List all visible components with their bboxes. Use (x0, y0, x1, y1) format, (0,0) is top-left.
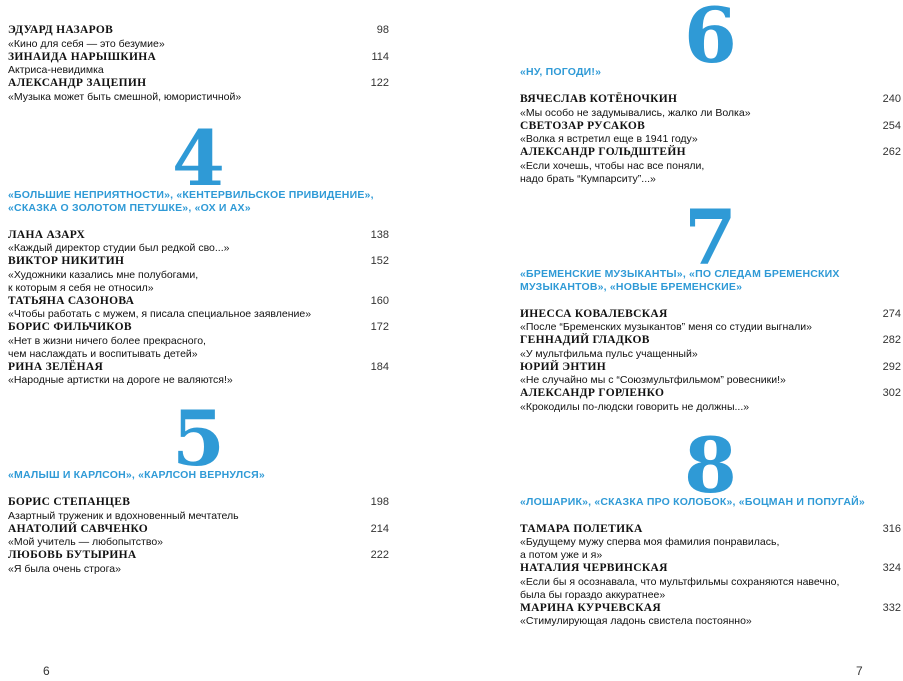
entry-quote-line: Азартный труженик и вдохновенный мечтатель (8, 509, 239, 522)
chapter-number: 6 (684, 0, 737, 80)
entry-page-number: 184 (370, 360, 389, 373)
entry-page-number: 222 (370, 549, 389, 561)
entry-quote-line: чем наслаждать и воспитывать детей» (8, 347, 198, 360)
author-name: БОРИС ФИЛЬЧИКОВ (8, 321, 132, 333)
author-name: БОРИС СТЕПАНЦЕВ (8, 496, 131, 508)
chapter-number: 7 (684, 192, 737, 282)
toc-entry[interactable] (8, 24, 389, 51)
author-name: ЗИНАИДА НАРЫШКИНА (8, 50, 157, 63)
toc-entry[interactable] (8, 295, 389, 322)
author-name: ВЯЧЕСЛАВ КОТЁНОЧКИН (520, 93, 678, 105)
chapter-number: 5 (172, 394, 225, 483)
author-name: ТАМАРА ПОЛЕТИКА (520, 522, 643, 535)
entry-quote (8, 335, 389, 361)
entry-heading-row (520, 334, 901, 348)
entry-quote-line: «Художники казались мне полубогами, (8, 268, 199, 281)
entry-quote-line: «Каждый директор студии был редкой сво...» (8, 242, 230, 254)
entry-quote (8, 91, 389, 104)
chapter-number: 8 (684, 420, 737, 510)
entry-page-number: 240 (882, 93, 901, 105)
right-page-contents (520, 0, 901, 628)
entry-quote (520, 401, 901, 414)
chapter-films (8, 189, 389, 215)
entry-heading-row (520, 602, 901, 616)
entry-heading-row (8, 295, 389, 309)
entry-quote (520, 536, 901, 562)
entry-quote-line: «Народные артистки на дороге не валяются!» (8, 374, 233, 386)
author-name: АЛЕКСАНДР ГОЛЬДШТЕЙН (520, 146, 686, 158)
entry-page-number: 122 (370, 77, 389, 89)
toc-entry[interactable] (520, 120, 901, 147)
entry-quote-line: «Стимулирующая ладонь свистела постоянно» (520, 615, 752, 627)
entry-heading-row (520, 387, 901, 401)
entry-page-number: 172 (370, 321, 389, 333)
toc-entry[interactable] (8, 321, 389, 361)
entry-page-number: 198 (370, 496, 389, 508)
entry-quote-line: «Музыка может быть смешной, юмористичной» (8, 90, 242, 103)
author-name: АЛЕКСАНДР ЗАЦЕПИН (8, 77, 147, 89)
chapter-films-line: «СКАЗКА О ЗОЛОТОМ ПЕТУШКЕ», «ОХ И АХ» (8, 201, 251, 214)
chapter-films-line: «БРЕМЕНСКИЕ МУЗЫКАНТЫ», «ПО СЛЕДАМ БРЕМЕНСКИХ (520, 267, 840, 280)
toc-entry[interactable] (8, 523, 389, 550)
chapter-films-line: «ЛОШАРИК», «СКАЗКА ПРО КОЛОБОК», «БОЦМАН И ПОПУГАЙ» (520, 495, 865, 508)
toc-entry[interactable] (520, 334, 901, 361)
toc-entry[interactable] (520, 93, 901, 120)
chapter-films (8, 469, 389, 482)
entry-quote (520, 348, 901, 361)
chapter-films (520, 268, 901, 294)
entry-page-number: 282 (882, 334, 901, 346)
entry-quote-line: «После “Бременских музыкантов” меня со студии выгнали» (520, 321, 812, 333)
left-page-contents (8, 0, 389, 576)
entry-quote-line: «Крокодилы по-людски говорить не должны...» (520, 400, 750, 413)
chapter-section (520, 192, 901, 414)
entry-quote-line: Актриса-невидимка (8, 64, 104, 76)
entry-heading-row (520, 361, 901, 375)
entry-quote (8, 510, 389, 523)
entry-quote-line: «Не случайно мы с “Союзмультфильмом” ровесники!» (520, 374, 786, 386)
entry-quote-line: «Если бы я осознавала, что мультфильмы сохраняются навечно, (520, 575, 840, 588)
author-name: ИНЕССА КОВАЛЕВСКАЯ (520, 307, 668, 320)
entry-heading-row (8, 229, 389, 243)
right-page (452, 0, 903, 681)
entry-page-number: 114 (371, 50, 389, 63)
toc-entry[interactable] (8, 361, 389, 388)
entry-page-number: 316 (882, 522, 901, 535)
chapter-number: 4 (172, 113, 225, 203)
chapter-section (8, 113, 389, 388)
entry-quote-line: к которым я себя не относил» (8, 281, 154, 294)
toc-entry[interactable] (8, 77, 389, 104)
page-number-right: 7 (856, 664, 863, 678)
entry-quote-line: «Мы особо не задумывались, жалко ли Волка» (520, 106, 751, 119)
entry-quote-line: «Будущему мужу сперва моя фамилия понравилась, (520, 536, 780, 548)
entry-quote-line: «Кино для себя — это безумие» (8, 37, 165, 50)
entry-heading-row (520, 562, 901, 576)
chapter-films-line: МУЗЫКАНТОВ», «НОВЫЕ БРЕМЕНСКИЕ» (520, 280, 743, 293)
toc-entry[interactable] (8, 549, 389, 576)
toc-entry[interactable] (8, 51, 389, 78)
author-name: ЛЮБОВЬ БУТЫРИНА (8, 549, 137, 561)
entry-quote-line: «Если хочешь, чтобы нас все поняли, (520, 159, 705, 172)
toc-entry[interactable] (8, 496, 389, 523)
entry-quote (8, 269, 389, 295)
chapter-films-line: «НУ, ПОГОДИ!» (520, 66, 602, 78)
entry-page-number: 152 (370, 255, 389, 267)
entry-heading-row (8, 24, 389, 38)
entry-heading-row (520, 93, 901, 107)
author-name: АЛЕКСАНДР ГОРЛЕНКО (520, 387, 665, 399)
entry-page-number: 302 (882, 387, 901, 399)
toc-entry[interactable] (8, 229, 389, 256)
page-number-left: 6 (43, 664, 50, 678)
author-name: РИНА ЗЕЛЁНАЯ (8, 360, 104, 373)
entry-page-number: 262 (882, 146, 901, 158)
entry-heading-row (8, 321, 389, 335)
entry-heading-row (520, 308, 901, 322)
entry-page-number: 274 (882, 307, 901, 320)
entry-heading-row (8, 361, 389, 375)
chapter-section (8, 394, 389, 576)
author-name: МАРИНА КУРЧЕВСКАЯ (520, 601, 661, 614)
entry-quote (520, 107, 901, 120)
toc-entry[interactable] (8, 255, 389, 295)
toc-entry[interactable] (520, 308, 901, 335)
toc-entry[interactable] (520, 361, 901, 388)
entry-quote-line: «Чтобы работать с мужем, я писала специальное заявление» (8, 308, 312, 320)
author-name: СВЕТОЗАР РУСАКОВ (520, 119, 646, 132)
author-name: ЮРИЙ ЭНТИН (520, 360, 607, 373)
chapter-section (520, 0, 901, 186)
entry-page-number: 254 (882, 119, 901, 132)
entry-quote (520, 321, 901, 334)
author-name: ТАТЬЯНА САЗОНОВА (8, 294, 135, 307)
entry-page-number: 324 (882, 562, 901, 574)
entry-page-number: 98 (376, 24, 389, 36)
entry-quote (8, 563, 389, 576)
entry-heading-row (8, 523, 389, 537)
entry-heading-row (8, 255, 389, 269)
entry-page-number: 138 (370, 228, 389, 241)
entry-quote-line: а потом уже и я» (520, 549, 603, 561)
entry-heading-row (8, 51, 389, 65)
chapter-section (520, 420, 901, 629)
entry-quote (8, 242, 389, 255)
author-name: ЛАНА АЗАРХ (8, 228, 86, 241)
entry-quote (8, 536, 389, 549)
entry-heading-row (520, 120, 901, 134)
entry-heading-row (8, 549, 389, 563)
entry-quote-line: «У мультфильма пульс учащенный» (520, 347, 698, 360)
entry-quote (520, 615, 901, 628)
entry-page-number: 292 (882, 360, 901, 373)
entry-heading-row (520, 146, 901, 160)
entry-quote-line: «Мой учитель — любопытство» (8, 536, 164, 548)
entry-quote-line: надо брать “Кумпарситу”...» (520, 172, 656, 185)
chapter-films-line: «БОЛЬШИЕ НЕПРИЯТНОСТИ», «КЕНТЕРВИЛЬСКОЕ ПРИВИДЕНИЕ», (8, 188, 374, 201)
entry-quote-line: «Нет в жизни ничего более прекрасного, (8, 334, 206, 347)
entry-heading-row (8, 77, 389, 91)
top-entries (8, 24, 389, 104)
entry-quote (8, 64, 389, 77)
entry-page-number: 214 (370, 522, 389, 535)
entry-quote (8, 38, 389, 51)
entry-heading-row (520, 523, 901, 537)
entry-quote-line: была бы гораздо аккуратнее» (520, 588, 666, 601)
entry-quote (8, 308, 389, 321)
author-name: ГЕННАДИЙ ГЛАДКОВ (520, 334, 650, 346)
author-name: ВИКТОР НИКИТИН (8, 255, 125, 267)
entry-quote (520, 133, 901, 146)
chapter-films-line: «МАЛЫШ И КАРЛСОН», «КАРЛСОН ВЕРНУЛСЯ» (8, 469, 265, 481)
entry-quote (8, 374, 389, 387)
author-name: НАТАЛИЯ ЧЕРВИНСКАЯ (520, 562, 668, 574)
toc-entry[interactable] (520, 146, 901, 186)
entry-quote (520, 160, 901, 186)
entry-page-number: 332 (882, 601, 901, 614)
toc-entry[interactable] (520, 387, 901, 414)
toc-entry[interactable] (520, 562, 901, 602)
entry-quote-line: «Я была очень строга» (8, 562, 121, 575)
toc-entry[interactable] (520, 602, 901, 629)
author-name: ЭДУАРД НАЗАРОВ (8, 24, 114, 36)
toc-entry[interactable] (520, 523, 901, 563)
entry-page-number: 160 (370, 294, 389, 307)
author-name: АНАТОЛИЙ САВЧЕНКО (8, 522, 149, 535)
entry-quote (520, 374, 901, 387)
entry-quote (520, 576, 901, 602)
entry-heading-row (8, 496, 389, 510)
chapter-films (520, 496, 901, 509)
entry-quote-line: «Волка я встретил еще в 1941 году» (520, 133, 698, 145)
